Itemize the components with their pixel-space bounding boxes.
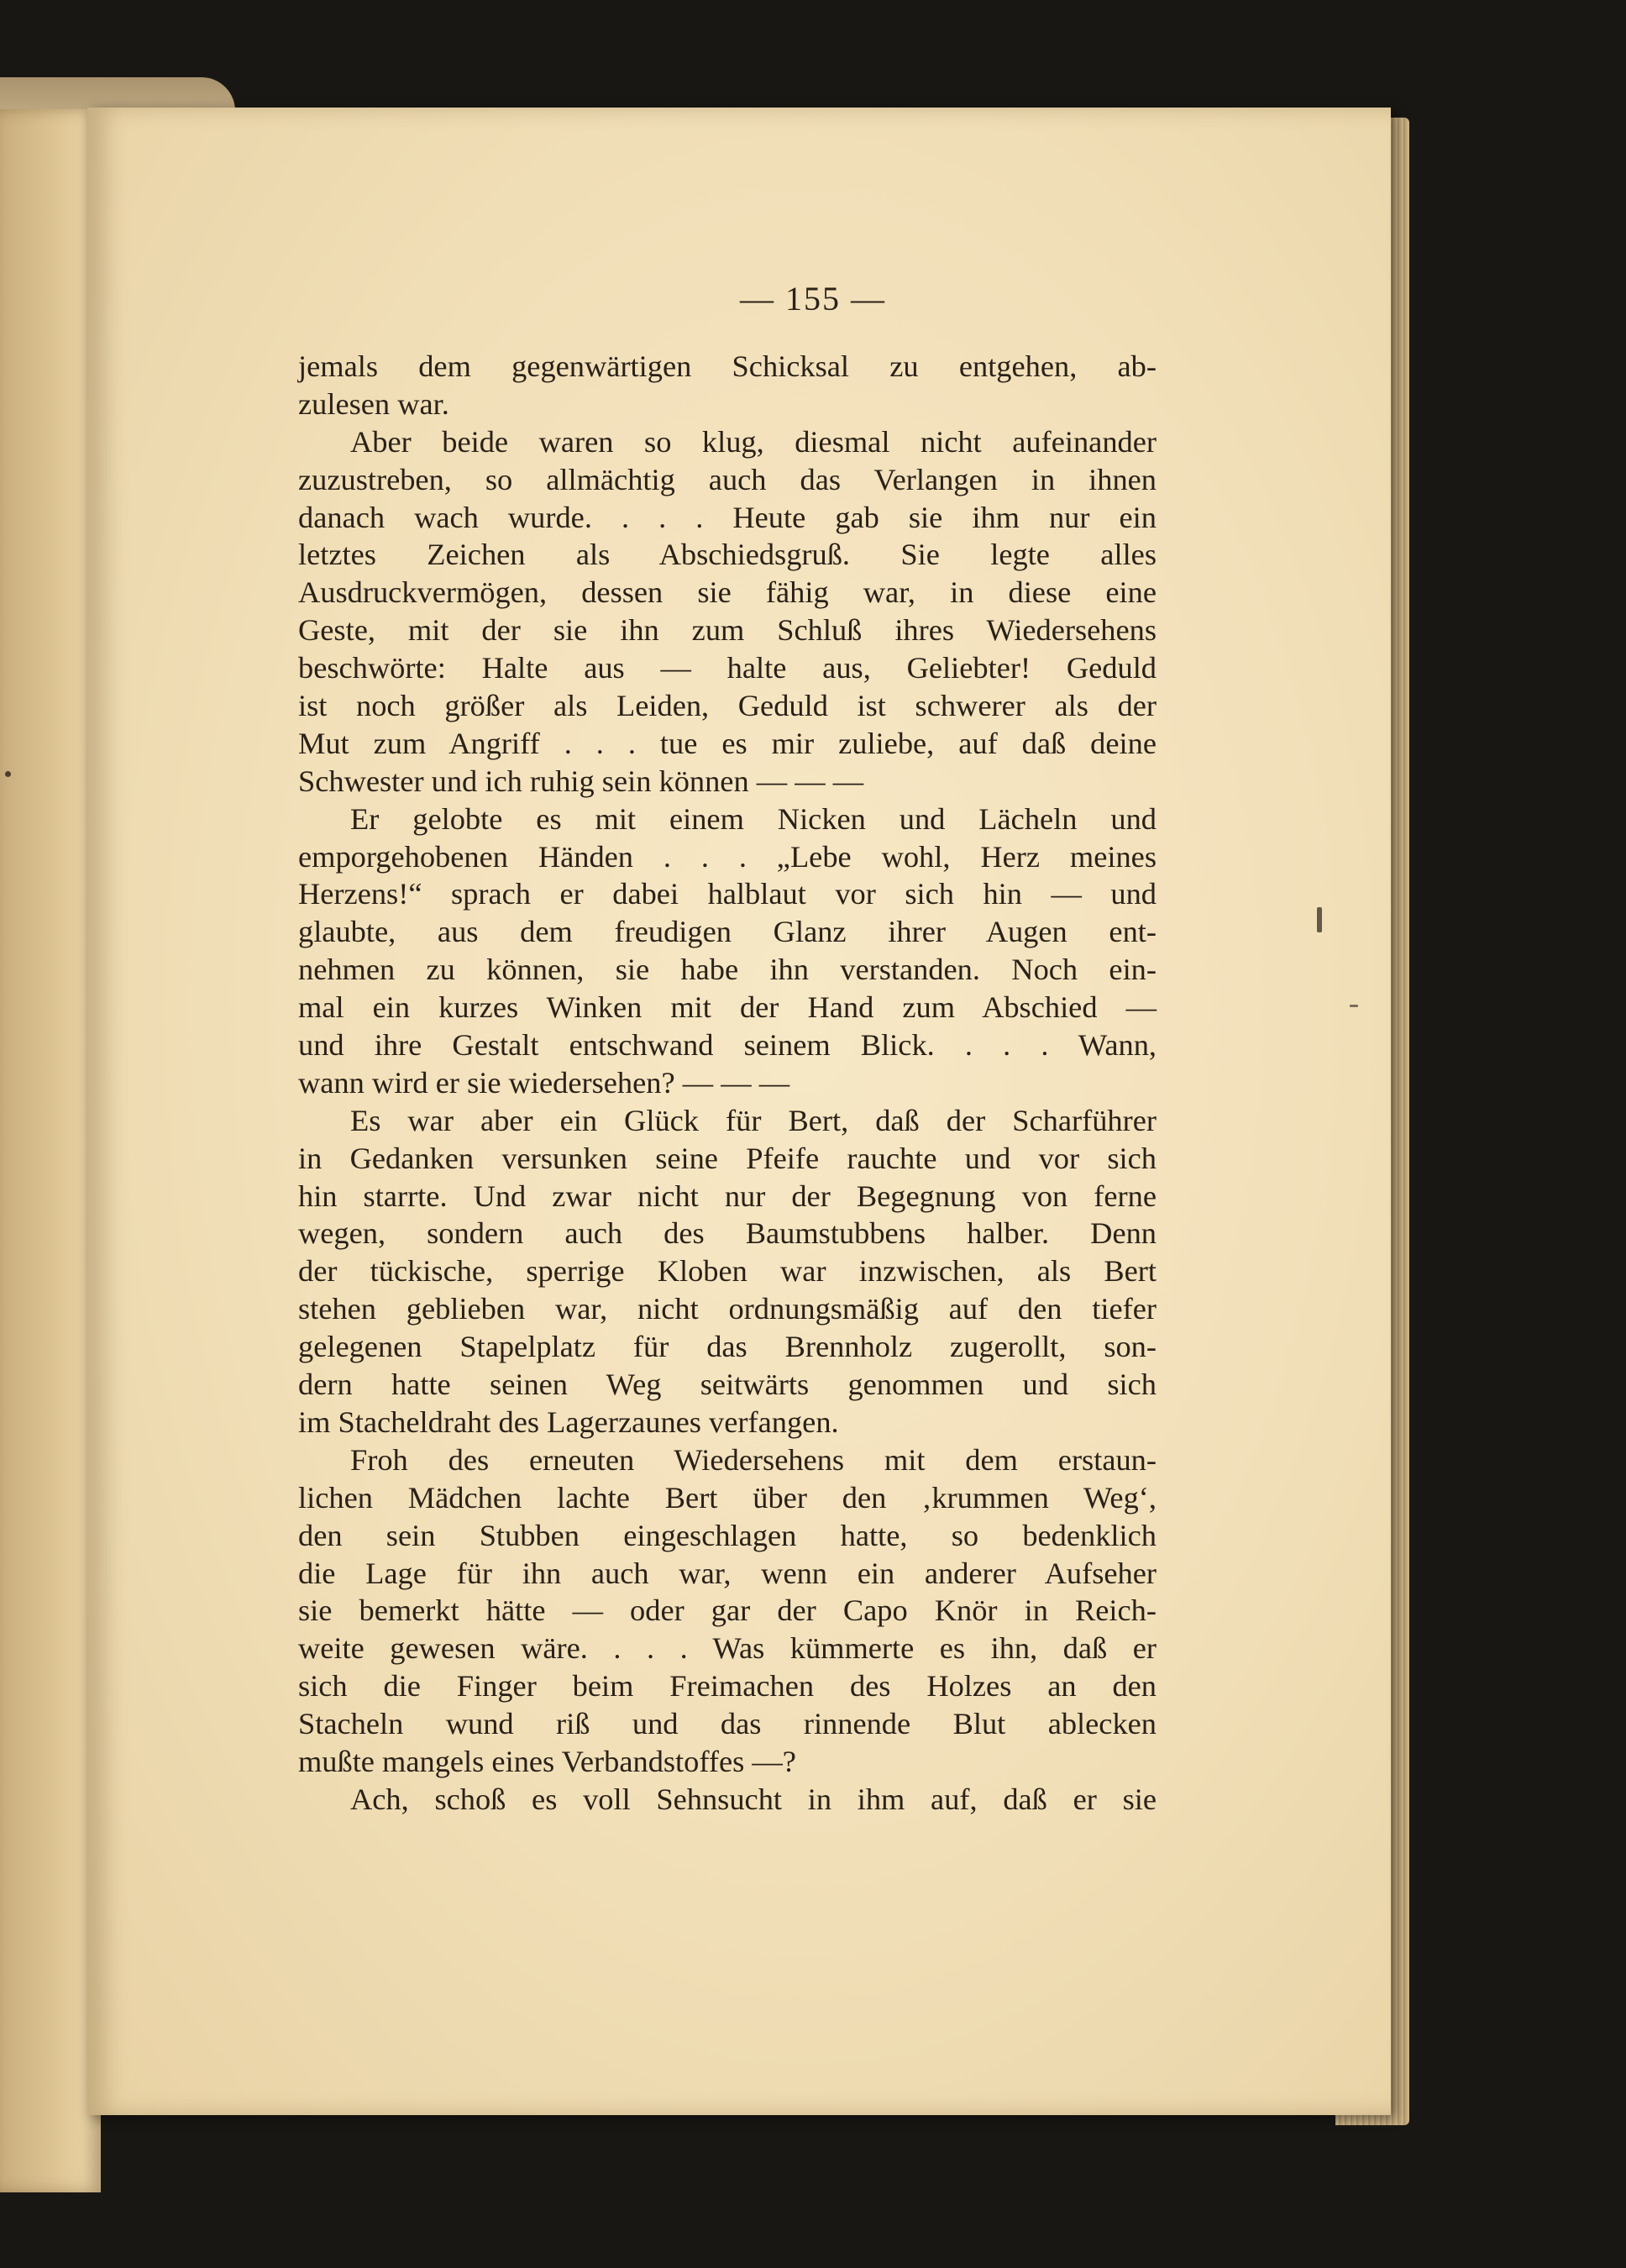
text-line: Es war aber ein Glück für Bert, daß der Scharführer (350, 1103, 1157, 1137)
text-line: im Stacheldraht des Lagerzaunes verfangen. (298, 1404, 839, 1439)
text-line: und ihre Gestalt entschwand seinem Blick. . . . Wann, (298, 1028, 1157, 1063)
text-line: nehmen zu können, sie habe ihn verstanden. Noch ein- (298, 953, 1157, 987)
text-line: weite gewesen wäre. . . . Was kümmerte es ihn, daß er (298, 1631, 1157, 1666)
text-line: letztes Zeichen als Abschiedsgruß. Sie legte alles (298, 538, 1157, 572)
text-line: den sein Stubben eingeschlagen hatte, so bedenklich (298, 1518, 1157, 1552)
text-line: hin starrte. Und zwar nicht nur der Begegnung von ferne (298, 1179, 1157, 1213)
text-line: die Lage für ihn auch war, wenn ein anderer Aufseher (298, 1556, 1157, 1590)
text-line: gelegenen Stapelplatz für das Brennholz zugerollt, son- (298, 1330, 1157, 1364)
text-line: sich die Finger beim Freimachen des Holzes an den (298, 1669, 1157, 1704)
text-line: stehen geblieben war, nicht ordnungsmäßig auf den tiefer (298, 1292, 1157, 1326)
left-page-edge (0, 109, 101, 2192)
text-line: Stacheln wund riß und das rinnende Blut ablecken (298, 1707, 1157, 1741)
text-line: zulesen war. (298, 386, 449, 421)
text-line: zuzustreben, so allmächtig auch das Verlangen in ihnen (298, 462, 1157, 496)
text-line: emporgehobenen Händen . . . „Lebe wohl, Herz meines (298, 839, 1157, 874)
text-line: der tückische, sperrige Kloben war inzwischen, als Bert (298, 1254, 1157, 1289)
text-line: beschwörte: Halte aus — halte aus, Geliebter! Geduld (298, 651, 1157, 685)
text-line: Er gelobte es mit einem Nicken und Lächeln und (350, 801, 1157, 836)
text-line: Froh des erneuten Wiedersehens mit dem erstaun- (350, 1442, 1157, 1477)
page-number: — 155 — (740, 280, 886, 318)
ink-speck (5, 771, 11, 777)
text-line: lichen Mädchen lachte Bert über den ‚krummen Weg‘, (298, 1480, 1157, 1515)
text-line: glaubte, aus dem freudigen Glanz ihrer Augen ent- (298, 915, 1157, 949)
text-line: Aber beide waren so klug, diesmal nicht aufeinander (350, 424, 1157, 459)
text-line: Ausdruckvermögen, dessen sie fähig war, in diese eine (298, 575, 1157, 610)
text-line: mußte mangels eines Verbandstoffes —? (298, 1744, 796, 1778)
text-line: Mut zum Angriff . . . tue es mir zuliebe, auf daß deine (298, 726, 1157, 760)
text-line: Geste, mit der sie ihn zum Schluß ihres Wiedersehens (298, 613, 1157, 648)
text-line: dern hatte seinen Weg seitwärts genommen und sich (298, 1368, 1157, 1402)
text-line: ist noch größer als Leiden, Geduld ist schwerer als der (298, 689, 1157, 723)
text-line: Ach, schoß es voll Sehnsucht in ihm auf, daß er sie (350, 1782, 1157, 1816)
text-line: wann wird er sie wiedersehen? — — — (298, 1065, 790, 1100)
text-line: mal ein kurzes Winken mit der Hand zum Abschied — (298, 990, 1157, 1025)
body-text (298, 348, 1157, 1819)
text-line: danach wach wurde. . . . Heute gab sie ihm nur ein (298, 500, 1157, 534)
text-line: Herzens!“ sprach er dabei halblaut vor sich hin — und (298, 877, 1157, 911)
text-line: wegen, sondern auch des Baumstubbens halber. Denn (298, 1216, 1157, 1251)
text-line: sie bemerkt hätte — oder gar der Capo Knör in Reich- (298, 1593, 1157, 1628)
text-line: in Gedanken versunken seine Pfeife rauchte und vor sich (298, 1141, 1157, 1175)
text-line: Schwester und ich ruhig sein können — — — (298, 764, 864, 798)
ink-speck (1317, 907, 1322, 932)
ink-speck (1350, 1005, 1358, 1007)
text-line: jemals dem gegenwärtigen Schicksal zu entgehen, ab- (298, 349, 1157, 383)
